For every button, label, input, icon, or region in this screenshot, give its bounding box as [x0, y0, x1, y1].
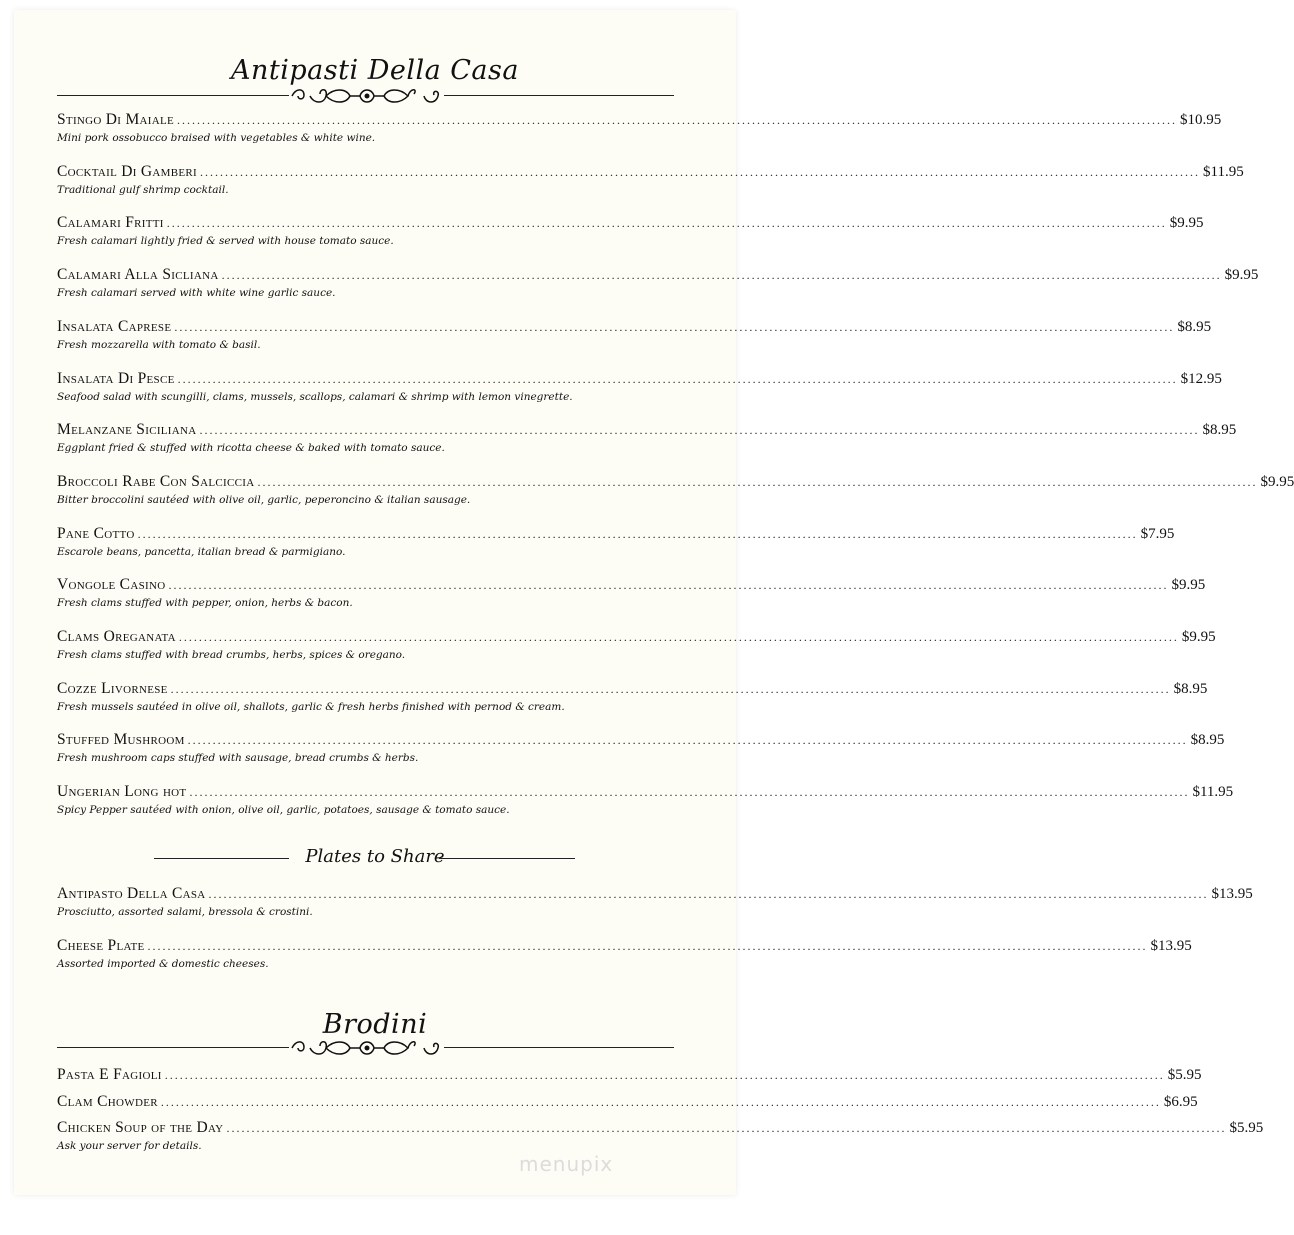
- menu-item-name: Antipasto Della Casa: [57, 885, 206, 902]
- dot-leader: ........................................................................................................................................................................................................: [189, 785, 1190, 800]
- brodini-title: Brodini: [322, 1009, 428, 1040]
- menu-item-description: Fresh clams stuffed with bread crumbs, herbs, spices & oregano.: [57, 649, 406, 661]
- dot-leader: ........................................................................................................................................................................................................: [170, 681, 1171, 696]
- menu-item-name: Pasta E Fagioli: [57, 1066, 162, 1083]
- menu-item-description: Fresh clams stuffed with pepper, onion, herbs & bacon.: [57, 597, 353, 610]
- dot-leader: ........................................................................................................................................................................................................: [221, 268, 1222, 283]
- menu-item-description: Fresh mozzarella with tomato & basil.: [57, 338, 261, 351]
- plates-title: Plates to Share: [305, 846, 445, 867]
- menu-item-name: Cocktail Di Gamberi: [57, 162, 198, 180]
- menu-item: [57, 679, 1208, 713]
- menu-item: [57, 214, 1204, 248]
- menu-page: [14, 10, 1294, 1195]
- menu-item-name: Pane Cotto: [57, 524, 135, 542]
- menu-item: [57, 628, 1216, 661]
- menu-item-price: $13.95: [1150, 938, 1192, 954]
- menu-item-price: $6.95: [1163, 1093, 1198, 1110]
- menu-item-price: $9.95: [1224, 267, 1259, 284]
- menu-item: [57, 472, 1294, 506]
- menu-item-name: Clams Oreganata: [57, 628, 176, 645]
- menu-item: [57, 421, 1237, 455]
- menu-item-price: $8.95: [1173, 680, 1208, 697]
- menu-item-name: Stingo Di Maiale: [57, 111, 175, 128]
- menu-item-description: Escarole beans, pancetta, italian bread & parmigiano.: [57, 545, 346, 558]
- menu-item: [57, 111, 1222, 144]
- menu-item-price: $9.95: [1171, 577, 1206, 594]
- menu-item-description: Ask your server for details.: [57, 1140, 202, 1152]
- brodini-flourish-ornament: [290, 1036, 444, 1060]
- dot-leader: ........................................................................................................................................................................................................: [147, 939, 1148, 953]
- menu-item: [57, 783, 1234, 817]
- plates-rule-right: [439, 858, 575, 859]
- menu-item-description: Fresh calamari served with white wine garlic sauce.: [57, 287, 336, 300]
- menu-item-description: Eggplant fried & stuffed with ricotta cheese & baked with tomato sauce.: [57, 442, 445, 455]
- dot-leader: ........................................................................................................................................................................................................: [257, 474, 1258, 489]
- menu-item-description: Bitter broccolini sautéed with olive oil, garlic, peperoncino & italian sausage.: [57, 493, 471, 506]
- menu-item-name: Calamari Fritti: [57, 214, 164, 232]
- menu-item-name: Ungerian Long hot: [57, 783, 187, 801]
- menu-item-description: Fresh mushroom caps stuffed with sausage, bread crumbs & herbs.: [57, 752, 419, 765]
- brodini-rule-left: [57, 1047, 289, 1048]
- menu-item: [57, 1066, 1202, 1084]
- menu-item-name: Insalata Di Pesce: [57, 369, 175, 387]
- menu-item-price: $11.95: [1192, 784, 1234, 801]
- antipasti-title: Antipasti Della Casa: [231, 55, 519, 86]
- menu-item-name: Calamari Alla Sicliana: [57, 266, 219, 284]
- menu-item-name: Vongole Casino: [57, 576, 166, 594]
- dot-leader: ........................................................................................................................................................................................................: [168, 578, 1169, 593]
- dot-leader: ........................................................................................................................................................................................................: [137, 526, 1138, 541]
- brodini-rule-right: [444, 1047, 674, 1048]
- menu-item-name: Chicken Soup of the Day: [57, 1119, 224, 1136]
- menu-item: [57, 1092, 1198, 1111]
- dot-leader: ........................................................................................................................................................................................................: [174, 319, 1175, 334]
- menu-item-name: Cozze Livornese: [57, 679, 168, 697]
- menu-item: [57, 524, 1175, 558]
- dot-leader: ........................................................................................................................................................................................................: [199, 423, 1200, 438]
- antipasti-rule-left: [57, 95, 289, 96]
- menu-item-name: Insalata Caprese: [57, 317, 172, 335]
- watermark-text: menupix: [519, 1152, 614, 1176]
- menu-item-name: Clam Chowder: [57, 1092, 158, 1110]
- menu-item-price: $8.95: [1202, 422, 1237, 439]
- menu-item-price: $13.95: [1211, 886, 1253, 902]
- menu-item-name: Melanzane Siciliana: [57, 421, 197, 439]
- menu-item: [57, 1119, 1264, 1152]
- menu-item-description: Fresh calamari lightly fried & served with house tomato sauce.: [57, 235, 394, 248]
- menu-item-description: Prosciutto, assorted salami, bressola & crostini.: [57, 906, 313, 918]
- dot-leader: ........................................................................................................................................................................................................: [208, 887, 1209, 901]
- menu-item-description: Fresh mussels sautéed in olive oil, shallots, garlic & fresh herbs finished with pernod & cream.: [57, 700, 565, 713]
- dot-leader: ........................................................................................................................................................................................................: [164, 1068, 1165, 1082]
- dot-leader: ........................................................................................................................................................................................................: [166, 216, 1167, 231]
- menu-item: [57, 937, 1192, 970]
- menu-item-name: Stuffed Mushroom: [57, 731, 185, 749]
- antipasti-flourish-ornament: [290, 84, 444, 108]
- menu-item-description: Mini pork ossobucco braised with vegetables & white wine.: [57, 132, 376, 144]
- menu-item-price: $10.95: [1180, 112, 1222, 128]
- dot-leader: ........................................................................................................................................................................................................: [178, 630, 1179, 644]
- menu-item-name: Broccoli Rabe Con Salciccia: [57, 472, 255, 490]
- dot-leader: ........................................................................................................................................................................................................: [187, 733, 1188, 748]
- menu-item-price: $12.95: [1180, 370, 1222, 387]
- dot-leader: ........................................................................................................................................................................................................: [177, 113, 1178, 127]
- menu-item: [57, 317, 1212, 351]
- menu-item-price: $8.95: [1190, 732, 1225, 749]
- dot-leader: ........................................................................................................................................................................................................: [177, 371, 1178, 386]
- dot-leader: ........................................................................................................................................................................................................: [200, 164, 1201, 179]
- menu-item: [57, 369, 1222, 403]
- menu-item-price: $9.95: [1260, 473, 1294, 490]
- menu-item-description: Spicy Pepper sautéed with onion, olive oil, garlic, potatoes, sausage & tomato sauce.: [57, 804, 510, 817]
- dot-leader: ........................................................................................................................................................................................................: [226, 1121, 1227, 1135]
- menu-item: [57, 885, 1253, 918]
- menu-item-name: Cheese Plate: [57, 937, 145, 954]
- menu-item-price: $5.95: [1167, 1067, 1202, 1083]
- menu-item-price: $11.95: [1203, 163, 1244, 180]
- menu-item-price: $9.95: [1169, 215, 1204, 232]
- menu-item-price: $7.95: [1140, 525, 1175, 542]
- menu-item: [57, 162, 1244, 196]
- menu-item: [57, 266, 1259, 300]
- dot-leader: ........................................................................................................................................................................................................: [160, 1094, 1161, 1109]
- menu-item: [57, 576, 1206, 610]
- menu-item: [57, 731, 1225, 765]
- antipasti-rule-right: [444, 95, 674, 96]
- menu-item-description: Traditional gulf shrimp cocktail.: [57, 183, 229, 196]
- menu-item-price: $9.95: [1181, 629, 1216, 645]
- menu-item-price: $8.95: [1177, 318, 1212, 335]
- menu-item-price: $5.95: [1229, 1120, 1264, 1136]
- menu-item-description: Assorted imported & domestic cheeses.: [57, 958, 269, 970]
- menu-item-description: Seafood salad with scungilli, clams, mussels, scallops, calamari & shrimp with lemon vinegrette.: [57, 390, 573, 403]
